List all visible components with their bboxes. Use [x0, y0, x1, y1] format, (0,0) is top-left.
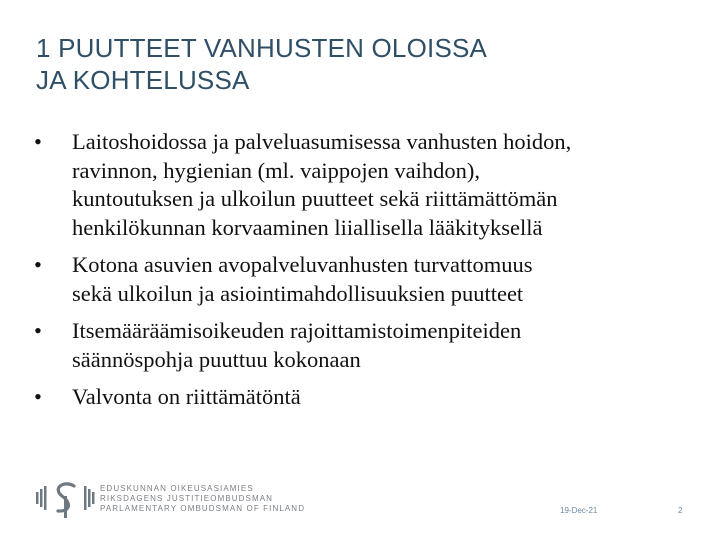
organization-name: [100, 484, 305, 514]
bullet-line: henkilökunnan korvaaminen liiallisella lääkityksellä: [72, 214, 543, 240]
slide-page-number: 2: [678, 506, 683, 515]
bullet-line: kuntoutuksen ja ulkoilun puutteet sekä riittämättömän: [72, 186, 558, 211]
slide-title-line: JA KOHTELUSSA: [36, 65, 250, 95]
bullet-line: Itsemääräämisoikeuden rajoittamistoimenpiteiden: [72, 318, 522, 343]
bullet-list: [34, 128, 694, 421]
bullet-line: sekä ulkoilun ja asiointimahdollisuuksien puutteet: [72, 280, 524, 306]
organization-name-line: EDUSKUNNAN OIKEUSASIAMIES: [100, 484, 254, 493]
bullet-item: [34, 251, 694, 308]
bullet-line: Laitoshoidossa ja palveluasumisessa vanhusten hoidon,: [72, 129, 572, 154]
organization-name-line: PARLAMENTARY OMBUDSMAN OF FINLAND: [100, 504, 306, 513]
organization-name-line: RIKSDAGENS JUSTITIEOMBUDSMAN: [100, 494, 274, 503]
bullet-item: [34, 128, 694, 242]
bullet-marker: •: [34, 252, 42, 277]
bullet-line: Kotona asuvien avopalveluvanhusten turvattomuus: [72, 252, 533, 277]
bullet-item: [34, 383, 694, 412]
bullet-line: Valvonta on riittämätöntä: [72, 384, 301, 409]
bullet-line: ravinnon, hygienian (ml. vaippojen vaihdon),: [72, 157, 481, 183]
bullet-item: [34, 317, 694, 374]
slide-date: 19-Dec-21: [560, 506, 598, 515]
bullet-marker: •: [34, 318, 42, 343]
bullet-line: säännöspohja puuttuu kokonaan: [72, 346, 361, 372]
bullet-marker: •: [34, 384, 42, 409]
ombudsman-logo-icon: [36, 478, 96, 518]
slide-title: [36, 32, 676, 96]
bullet-marker: •: [34, 129, 42, 154]
slide-title-line: 1 PUUTTEET VANHUSTEN OLOISSA: [36, 33, 488, 63]
